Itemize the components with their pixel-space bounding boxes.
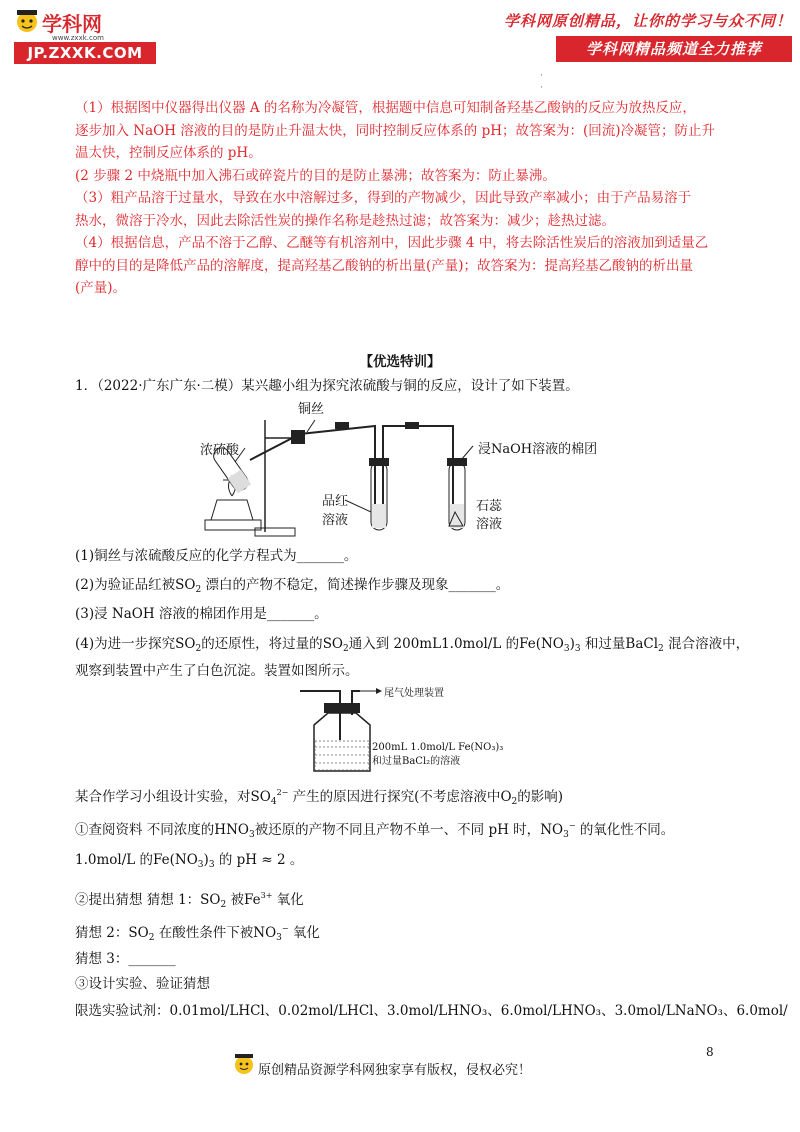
guess-3: 猜想 3：_______ xyxy=(75,951,176,967)
question-intro: 1．（2022·广东广东·二模）某兴趣小组为探究浓硫酸与铜的反应，设计了如下装置。 xyxy=(75,378,579,394)
header-slogan: 学科网原创精品，让你的学习与众不同！ xyxy=(504,12,793,30)
logo-text: 学科网 xyxy=(42,12,102,36)
mascot-icon xyxy=(232,1052,256,1078)
label-acid: 浓硫酸 xyxy=(200,443,240,458)
answer-line: 逐步加入 NaOH 溶液的目的是防止升温太快，同时控制反应体系的 pH；故答案为：(回流)冷凝管；防止升 xyxy=(75,122,716,139)
answer-line: 温太快，控制反应体系的 pH。 xyxy=(75,145,262,161)
design-line: ③设计实验、验证猜想 xyxy=(75,976,210,992)
subquestion-4-line2: 观察到装置中产生了白色沉淀。装置如图所示。 xyxy=(75,663,359,679)
footer-copyright: 原创精品资源学科网独家享有版权，侵权必究！ xyxy=(258,1063,532,1078)
label-cotton: 浸NaOH溶液的棉团 xyxy=(478,442,598,457)
info-line: ①查阅资料 不同浓度的$HNO_3$被还原的产物不同且产物不单一、不同 pH 时，$NO_3^-$ 的氧化性不同。 xyxy=(75,821,675,840)
ph-line: 1.0mol/L 的$Fe(NO_3)_3$ 的 pH ≈ 2 。 xyxy=(75,852,304,870)
logo-url: JP.ZXXK.COM xyxy=(14,42,156,64)
section-title: 【优选特训】 xyxy=(359,354,441,370)
reagents-line: 限选实验试剂：0.01mol/LHCl、0.02mol/LHCl、3.0mol/LHNO₃、6.0mol/LHNO₃、3.0mol/LNaNO₃、6.0mol/ xyxy=(75,1003,788,1019)
label-solution-2: 和过量BaCl₂的溶液 xyxy=(372,756,461,767)
answer-line: （4）根据信息，产品不溶于乙醇、乙醚等有机溶剂中，因此步骤 4 中，将去除活性炭后的溶液加到适量乙 xyxy=(75,235,709,251)
answer-block xyxy=(75,97,735,300)
answer-line: (产量)。 xyxy=(75,280,127,296)
header-banner: 学科网精品频道全力推荐 xyxy=(556,36,792,62)
decor-dots: · · xyxy=(540,71,543,93)
mascot-icon xyxy=(12,8,42,44)
label-tail-gas: 尾气处理装置 xyxy=(384,688,444,699)
page-header xyxy=(0,0,800,70)
subquestion-2: (2)为验证品红被$SO_2$ 漂白的产物不稳定，简述操作步骤及现象_______。 xyxy=(75,577,510,595)
page-number: 8 xyxy=(706,1045,714,1059)
logo-small-url: www.zxxk.com xyxy=(52,34,104,42)
answer-line: （3）粗产品溶于过量水，导致在水中溶解过多，得到的产物减少，因此导致产率减小；由于产品易溶于 xyxy=(75,190,692,206)
answer-line: 醇中的目的是降低产品的溶解度，提高羟基乙酸钠的析出量(产量)；故答案为：提高羟基乙酸钠的析出量 xyxy=(75,257,694,274)
group-line: 某合作学习小组设计实验，对$SO_4^{2-}$ 产生的原因进行探究(不考虑溶液中$O_2$的影响) xyxy=(75,788,564,807)
apparatus-figure-1 xyxy=(195,400,625,545)
label-shirui-2: 溶液 xyxy=(476,517,503,532)
subquestion-3: (3)浸 NaOH 溶液的棉团作用是_______。 xyxy=(75,606,328,622)
answer-line: (2 步骤 2 中烧瓶中加入沸石或碎瓷片的目的是防止暴沸；故答案为：防止暴沸。 xyxy=(75,167,556,184)
subquestion-4: (4)为进一步探究$SO_2$的还原性，将过量的$SO_2$通入到 200mL1.0mol/L 的$Fe(NO_3)_3$ 和过量BaCl$_2$ 混合溶液中， xyxy=(75,636,750,654)
guess-2: 猜想 2：$SO_2$ 在酸性条件下被$NO_3^-$ 氧化 xyxy=(75,924,320,943)
answer-line: 热水，微溶于冷水，因此去除活性炭的操作名称是趁热过滤；故答案为：减少；趁热过滤。 xyxy=(75,212,615,229)
guess-1: ②提出猜想 猜想 1：$SO_2$ 被$Fe^{3+}$ 氧化 xyxy=(75,891,304,910)
label-shirui-1: 石蕊 xyxy=(476,499,503,514)
label-pinhong-2: 溶液 xyxy=(322,513,349,528)
subquestion-1: (1)铜丝与浓硫酸反应的化学方程式为_______。 xyxy=(75,548,358,564)
answer-line: （1）根据图中仪器得出仪器 A 的名称为冷凝管，根据题中信息可知制备羟基乙酸钠的反应为放热反应， xyxy=(75,100,696,116)
label-pinhong-1: 品红 xyxy=(322,494,349,509)
label-solution-1: 200mL 1.0mol/L Fe(NO₃)₃ xyxy=(372,742,504,753)
site-logo[interactable] xyxy=(12,8,162,66)
label-copper: 铜丝 xyxy=(298,402,325,417)
